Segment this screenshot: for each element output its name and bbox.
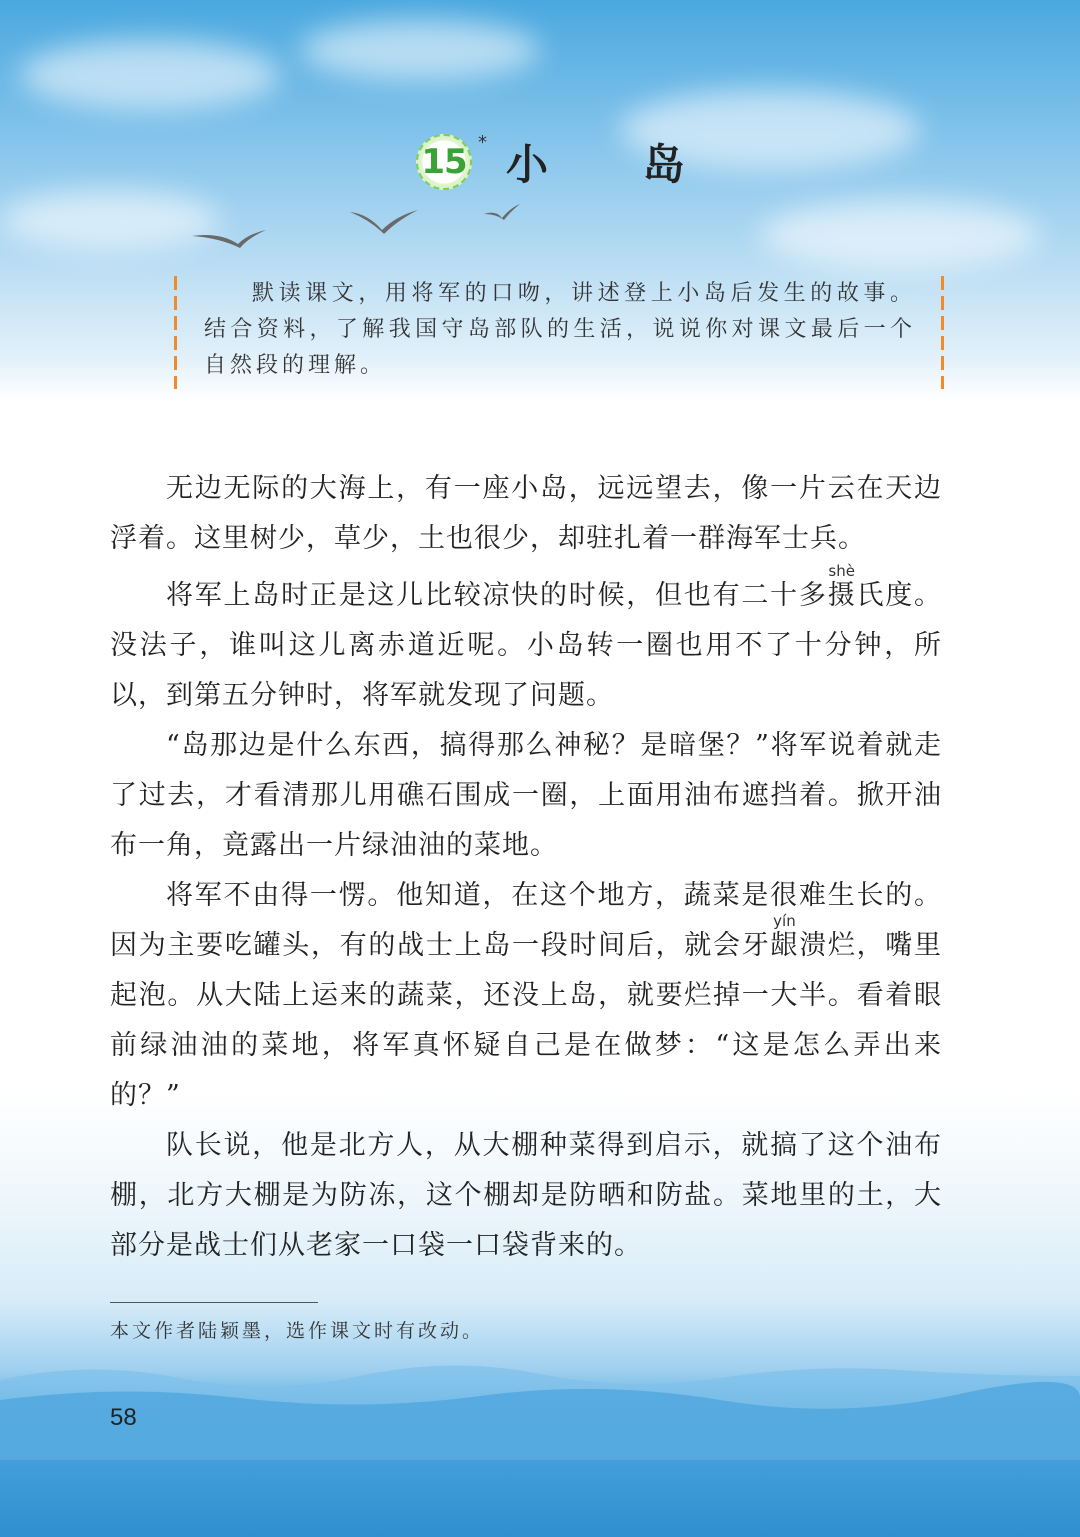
lesson-body bbox=[110, 464, 942, 1271]
reading-instructions-box bbox=[174, 276, 944, 389]
paragraph-5: 队长说，他是北方人，从大棚种菜得到启示，就搞了这个油布棚，北方大棚是为防冻，这个棚却是防晒和防盐。菜地里的土，大部分是战士们从老家一口袋一口袋背来的。 bbox=[110, 1130, 942, 1261]
lesson-star-mark: * bbox=[478, 132, 487, 153]
cloud-decoration bbox=[0, 190, 220, 250]
cloud-decoration bbox=[300, 20, 540, 80]
paragraph-2-part-a: 将军上岛时正是这儿比较凉快的时候，但也有二十多 bbox=[166, 580, 828, 611]
pinyin-annotation: yín bbox=[770, 912, 799, 930]
paragraph-1: 无边无际的大海上，有一座小岛，远远望去，像一片云在天边浮着。这里树少，草少，土也很少，却驻扎着一群海军士兵。 bbox=[110, 473, 942, 554]
paragraph-4-part-a: 将军不由得一愣。他知道，在这个地方，蔬菜是很难生长的。因为主要吃罐头，有的战士上岛一段时间后，就会牙 bbox=[110, 880, 942, 961]
ruby-yin bbox=[770, 912, 800, 961]
reading-instructions: 默读课文，用将军的口吻，讲述登上小岛后发生的故事。结合资料，了解我国守岛部队的生活，说说你对课文最后一个自然段的理解。 bbox=[204, 281, 916, 378]
seagull-icon bbox=[348, 208, 420, 236]
paragraph-2 bbox=[110, 564, 942, 721]
seagull-icon bbox=[482, 202, 522, 222]
paragraph-2-part-b: 氏度。没法子，谁叫这儿离赤道近呢。小岛转一圈也用不了十分钟，所以，到第五分钟时，将军就发现了问题。 bbox=[110, 580, 943, 711]
paragraph-4 bbox=[110, 871, 942, 1121]
instruction-left-bar bbox=[174, 276, 177, 389]
page-number: 58 bbox=[110, 1404, 137, 1431]
ruby-base-char: 摄 bbox=[827, 580, 857, 611]
sea-waves-decoration bbox=[0, 1340, 1080, 1460]
instruction-right-bar bbox=[941, 276, 944, 389]
cloud-decoration bbox=[760, 200, 1040, 270]
lesson-title: 小 岛 bbox=[506, 140, 725, 189]
lesson-number-badge bbox=[416, 132, 487, 190]
lesson-number: 15 bbox=[421, 142, 467, 182]
cloud-decoration bbox=[20, 40, 280, 110]
seagull-icon bbox=[190, 226, 270, 252]
paragraph-4-part-b: 溃烂，嘴里起泡。从大陆上运来的蔬菜，还没上岛，就要烂掉一大半。看着眼前绿油油的菜地，将军真怀疑自己是在做梦：“这是怎么弄出来的？” bbox=[110, 930, 943, 1111]
ruby-base-char: 龈 bbox=[770, 930, 800, 961]
ruby-she bbox=[827, 562, 857, 611]
paragraph-3: “岛那边是什么东西，搞得那么神秘？是暗堡？”将军说着就走了过去，才看清那儿用礁石围成一圈，上面用油布遮挡着。掀开油布一角，竟露出一片绿油油的菜地。 bbox=[110, 730, 942, 861]
footnote-divider bbox=[110, 1302, 318, 1303]
lesson-title-row bbox=[416, 132, 725, 192]
pinyin-annotation: shè bbox=[827, 562, 856, 580]
footnote: 本文作者陆颖墨，选作课文时有改动。 bbox=[110, 1320, 485, 1342]
